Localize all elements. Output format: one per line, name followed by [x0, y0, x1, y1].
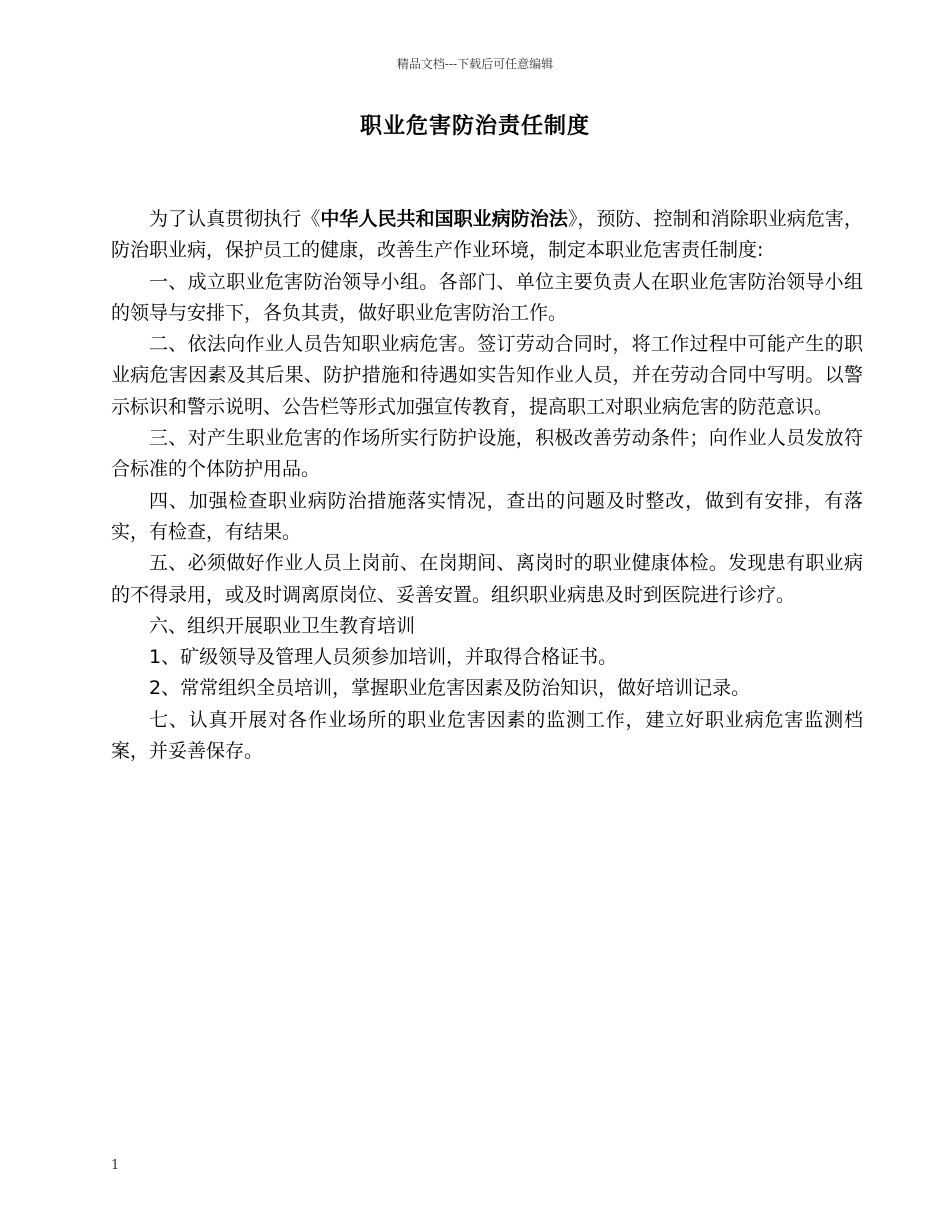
intro-text-before: 为了认真贯彻执行《 [149, 208, 321, 230]
clause-5: 五、必须做好作业人员上岗前、在岗期间、离岗时的职业健康体检。发现患有职业病的不得录用，或及时调离原岗位、妥善安置。组织职业病患及时到医院进行诊疗。 [111, 552, 863, 606]
document-body [111, 204, 863, 767]
intro-text-after: 》，预防、控制和消除职业病危害，防治职业病，保护员工的健康，改善生产作业环境，制定本职业危害责任制度: [111, 208, 863, 262]
clause-6: 六、组织开展职业卫生教育培训 [149, 614, 416, 637]
clause-6-item-1: 1、矿级领导及管理人员须参加培训，并取得合格证书。 [149, 646, 618, 669]
clause-2: 二、依法向作业人员告知职业病危害。签订劳动合同时，将工作过程中可能产生的职业病危害因素及其后果、防护措施和待遇如实告知作业人员，并在劳动合同中写明。以警示标识和警示说明、公告栏等形式加强宣传教育，提高职工对职业病危害的防范意识。 [111, 333, 863, 418]
clause-7: 七、认真开展对各作业场所的职业危害因素的监测工作，建立好职业病危害监测档案，并妥善保存。 [111, 708, 863, 763]
page-number: 1 [111, 1158, 120, 1173]
document-title: 职业危害防治责任制度 [359, 114, 590, 139]
clause-1: 一、成立职业危害防治领导小组。各部门、单位主要负责人在职业危害防治领导小组的领导与安排下，各负其责，做好职业危害防治工作。 [111, 270, 863, 324]
clause-3: 三、对产生职业危害的作场所实行防护设施，积极改善劳动条件；向作业人员发放符合标准的个体防护用品。 [111, 427, 863, 481]
header-note: 精品文档---下载后可任意编辑 [396, 57, 554, 71]
law-name: 中华人民共和国职业病防治法 [320, 208, 568, 230]
clause-6-item-2: 2、常常组织全员培训，掌握职业危害因素及防治知识，做好培训记录。 [149, 677, 751, 700]
clause-4: 四、加强检查职业病防治措施落实情况，查出的问题及时整改，做到有安排，有落实，有检查，有结果。 [111, 489, 863, 543]
intro-paragraph [111, 204, 863, 267]
